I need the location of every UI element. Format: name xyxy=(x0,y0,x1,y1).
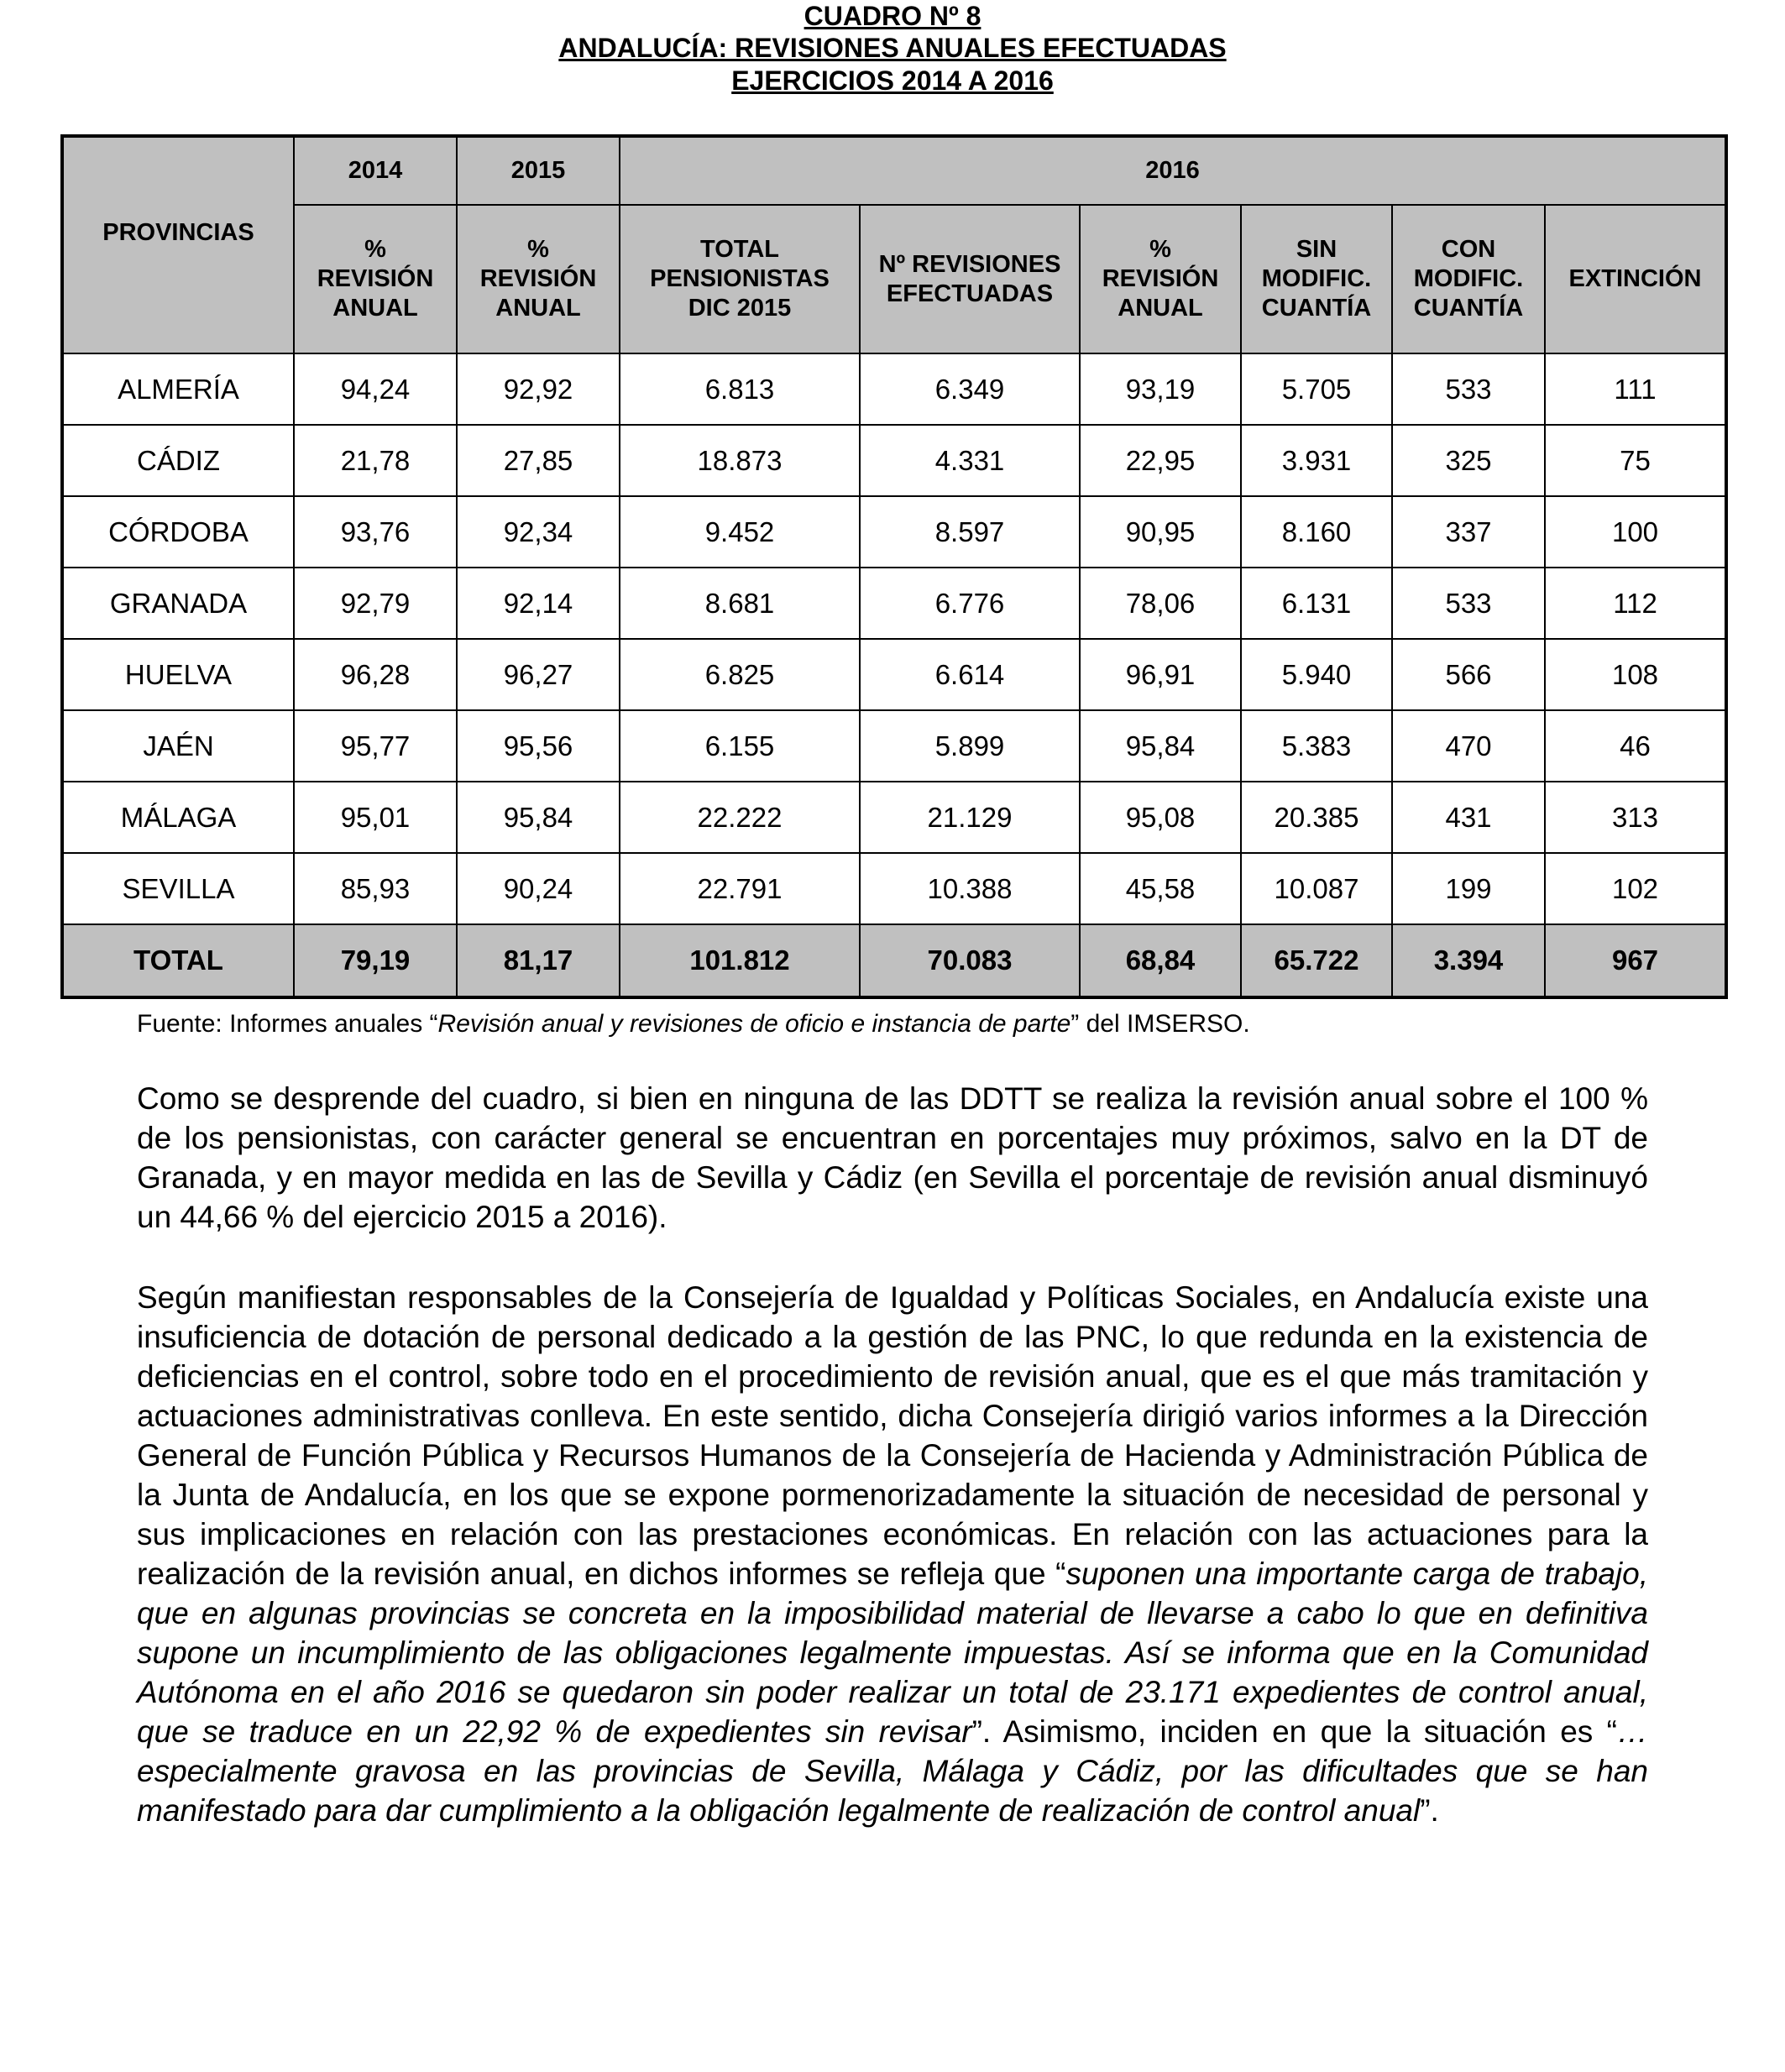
cell-value: 18.873 xyxy=(620,425,860,496)
cell-value: 313 xyxy=(1545,782,1726,853)
paragraph-quote: …especialmente gravosa en las provincias de Sevilla, Málaga y Cádiz, por las dificultades que se han manifestado para dar cumplimiento a la obligación legalmente de realización de control anual xyxy=(137,1714,1648,1828)
cell-value: 108 xyxy=(1545,639,1726,710)
header-line: REVISIÓN xyxy=(317,265,434,292)
source-italic: Revisión anual y revisiones de oficio e instancia de parte xyxy=(437,1010,1071,1038)
cell-value: 90,24 xyxy=(457,853,620,924)
cell-value: 95,84 xyxy=(1080,710,1241,782)
header-line: % xyxy=(527,236,549,263)
revisions-table xyxy=(60,134,1728,999)
cell-value: 4.331 xyxy=(860,425,1080,496)
cell-value: 5.383 xyxy=(1241,710,1392,782)
header-line: ANUAL xyxy=(332,295,418,322)
cell-value: 92,14 xyxy=(457,568,620,639)
header-line: PENSIONISTAS xyxy=(650,265,830,292)
cell-value: 112 xyxy=(1545,568,1726,639)
table-title-number: CUADRO Nº 8 xyxy=(804,1,981,31)
header-line: TOTAL xyxy=(700,236,779,263)
paragraph-text: Según manifiestan responsables de la Consejería de Igualdad y Políticas Sociales, en Andalucía existe una insuficiencia de dotación de personal dedicado a la gestión de las PNC, lo que redunda en la existencia de deficiencias en el control, sobre todo en el procedimiento de revisión anual, que es el que más tramitación y actuaciones administrativas conlleva. En este sentido, dicha Consejería dirigió varios informes a la Dirección General de Función Pública y Recursos Humanos de la Consejería de Hacienda y Administración Pública de la Junta de Andalucía, en los que se expone pormenorizadamente la situación de necesidad de personal y sus implicaciones en relación con las prestaciones económicas. En relación con las actuaciones para la realización de la revisión anual, en dichos informes se refleja que “ xyxy=(137,1280,1648,1591)
cell-value: 92,79 xyxy=(294,568,457,639)
paragraph-consejeria xyxy=(137,1278,1648,1830)
cell-provincia: GRANADA xyxy=(62,568,294,639)
header-line: CON xyxy=(1441,236,1496,263)
header-line: % xyxy=(1149,236,1171,263)
cell-value: 10.087 xyxy=(1241,853,1392,924)
cell-total-value: 70.083 xyxy=(860,924,1080,997)
table-row xyxy=(62,853,1726,924)
cell-value: 325 xyxy=(1392,425,1545,496)
table-row xyxy=(62,425,1726,496)
header-extincion: EXTINCIÓN xyxy=(1545,205,1726,353)
paragraph-analysis: Como se desprende del cuadro, si bien en ninguna de las DDTT se realiza la revisión anual sobre el 100 % de los pensionistas, con carácter general se encuentran en porcentajes muy próximos, salvo en la DT de Granada, y en mayor medida en las de Sevilla y Cádiz (en Sevilla el porcentaje de revisión anual disminuyó un 44,66 % del ejercicio 2015 a 2016). xyxy=(137,1081,1648,1234)
cell-provincia: HUELVA xyxy=(62,639,294,710)
cell-value: 5.705 xyxy=(1241,353,1392,425)
header-subcolumns-row xyxy=(62,205,1726,353)
cell-total-value: 3.394 xyxy=(1392,924,1545,997)
cell-value: 85,93 xyxy=(294,853,457,924)
cell-value: 6.813 xyxy=(620,353,860,425)
cell-value: 95,77 xyxy=(294,710,457,782)
header-year-2014: 2014 xyxy=(294,136,457,205)
paragraph-text: ”. Asimismo, inciden en que la situación es “ xyxy=(971,1714,1617,1749)
cell-value: 96,91 xyxy=(1080,639,1241,710)
header-line: ANUAL xyxy=(495,295,581,322)
cell-value: 20.385 xyxy=(1241,782,1392,853)
header-line: SIN xyxy=(1296,236,1337,263)
cell-value: 78,06 xyxy=(1080,568,1241,639)
table-row xyxy=(62,710,1726,782)
header-sin-modific xyxy=(1241,205,1392,353)
cell-value: 22.791 xyxy=(620,853,860,924)
cell-value: 6.349 xyxy=(860,353,1080,425)
cell-total-value: 967 xyxy=(1545,924,1726,997)
cell-value: 199 xyxy=(1392,853,1545,924)
cell-total-value: 68,84 xyxy=(1080,924,1241,997)
table-row xyxy=(62,353,1726,425)
table-total-row xyxy=(62,924,1726,997)
header-years-row xyxy=(62,136,1726,205)
cell-value: 8.681 xyxy=(620,568,860,639)
cell-value: 95,56 xyxy=(457,710,620,782)
cell-value: 92,34 xyxy=(457,496,620,568)
cell-value: 5.940 xyxy=(1241,639,1392,710)
cell-value: 95,84 xyxy=(457,782,620,853)
header-pct-revision-2016 xyxy=(1080,205,1241,353)
cell-provincia: ALMERÍA xyxy=(62,353,294,425)
header-line: EFECTUADAS xyxy=(886,280,1054,307)
cell-value: 92,92 xyxy=(457,353,620,425)
cell-value: 95,01 xyxy=(294,782,457,853)
header-line: MODIFIC. xyxy=(1261,265,1372,292)
table-source-note xyxy=(137,1009,1250,1039)
source-suffix: ” del IMSERSO. xyxy=(1070,1010,1250,1038)
header-provincias: PROVINCIAS xyxy=(62,136,294,353)
cell-value: 6.131 xyxy=(1241,568,1392,639)
cell-value: 6.155 xyxy=(620,710,860,782)
table-row xyxy=(62,568,1726,639)
table-row xyxy=(62,496,1726,568)
cell-total-value: 79,19 xyxy=(294,924,457,997)
cell-value: 102 xyxy=(1545,853,1726,924)
header-line: CUANTÍA xyxy=(1413,295,1524,322)
header-num-revisiones xyxy=(860,205,1080,353)
header-line: DIC 2015 xyxy=(688,295,792,322)
header-line: REVISIÓN xyxy=(1102,265,1219,292)
cell-value: 100 xyxy=(1545,496,1726,568)
header-line: MODIFIC. xyxy=(1413,265,1524,292)
header-line: REVISIÓN xyxy=(479,265,597,292)
cell-value: 3.931 xyxy=(1241,425,1392,496)
cell-value: 75 xyxy=(1545,425,1726,496)
cell-value: 93,76 xyxy=(294,496,457,568)
cell-value: 6.776 xyxy=(860,568,1080,639)
cell-value: 22,95 xyxy=(1080,425,1241,496)
cell-value: 96,28 xyxy=(294,639,457,710)
cell-value: 21,78 xyxy=(294,425,457,496)
cell-value: 21.129 xyxy=(860,782,1080,853)
cell-value: 431 xyxy=(1392,782,1545,853)
header-year-2015: 2015 xyxy=(457,136,620,205)
header-pct-revision-2014 xyxy=(294,205,457,353)
cell-total-value: 101.812 xyxy=(620,924,860,997)
source-prefix: Fuente: Informes anuales “ xyxy=(137,1010,438,1038)
header-line: Nº REVISIONES xyxy=(878,250,1061,278)
header-con-modific xyxy=(1392,205,1545,353)
cell-value: 6.614 xyxy=(860,639,1080,710)
cell-value: 8.597 xyxy=(860,496,1080,568)
paragraph-quote: suponen una importante carga de trabajo, que en algunas provincias se concreta en la imposibilidad material de llevarse a cabo lo que en definitiva supone un incumplimiento de las obligaciones legalmente impuestas. Así se informa que en la Comunidad Autónoma en el año 2016 se quedaron sin poder realizar un total de 23.171 expedientes de control anual, que se traduce en un 22,92 % de expedientes sin revisar xyxy=(137,1557,1648,1749)
cell-provincia: CÁDIZ xyxy=(62,425,294,496)
cell-value: 46 xyxy=(1545,710,1726,782)
header-line: ANUAL xyxy=(1118,295,1203,322)
cell-value: 8.160 xyxy=(1241,496,1392,568)
header-line: CUANTÍA xyxy=(1261,295,1372,322)
cell-total-value: 65.722 xyxy=(1241,924,1392,997)
table-title-period: EJERCICIOS 2014 A 2016 xyxy=(731,65,1054,96)
cell-value: 95,08 xyxy=(1080,782,1241,853)
cell-value: 27,85 xyxy=(457,425,620,496)
cell-value: 9.452 xyxy=(620,496,860,568)
cell-value: 93,19 xyxy=(1080,353,1241,425)
cell-provincia: SEVILLA xyxy=(62,853,294,924)
table-row xyxy=(62,782,1726,853)
cell-value: 337 xyxy=(1392,496,1545,568)
header-pct-revision-2015 xyxy=(457,205,620,353)
header-line: % xyxy=(364,236,386,263)
cell-total-label: TOTAL xyxy=(62,924,294,997)
header-year-2016: 2016 xyxy=(620,136,1726,205)
cell-value: 94,24 xyxy=(294,353,457,425)
cell-value: 566 xyxy=(1392,639,1545,710)
cell-provincia: JAÉN xyxy=(62,710,294,782)
cell-value: 22.222 xyxy=(620,782,860,853)
cell-value: 6.825 xyxy=(620,639,860,710)
cell-value: 533 xyxy=(1392,353,1545,425)
table-title-subject: ANDALUCÍA: REVISIONES ANUALES EFECTUADAS xyxy=(558,33,1227,63)
cell-total-value: 81,17 xyxy=(457,924,620,997)
cell-value: 5.899 xyxy=(860,710,1080,782)
cell-value: 45,58 xyxy=(1080,853,1241,924)
cell-value: 470 xyxy=(1392,710,1545,782)
cell-value: 90,95 xyxy=(1080,496,1241,568)
cell-provincia: CÓRDOBA xyxy=(62,496,294,568)
table-row xyxy=(62,639,1726,710)
paragraph-text: ”. xyxy=(1420,1793,1439,1828)
cell-value: 10.388 xyxy=(860,853,1080,924)
cell-provincia: MÁLAGA xyxy=(62,782,294,853)
cell-value: 111 xyxy=(1545,353,1726,425)
header-total-pensionistas xyxy=(620,205,860,353)
cell-value: 96,27 xyxy=(457,639,620,710)
cell-value: 533 xyxy=(1392,568,1545,639)
